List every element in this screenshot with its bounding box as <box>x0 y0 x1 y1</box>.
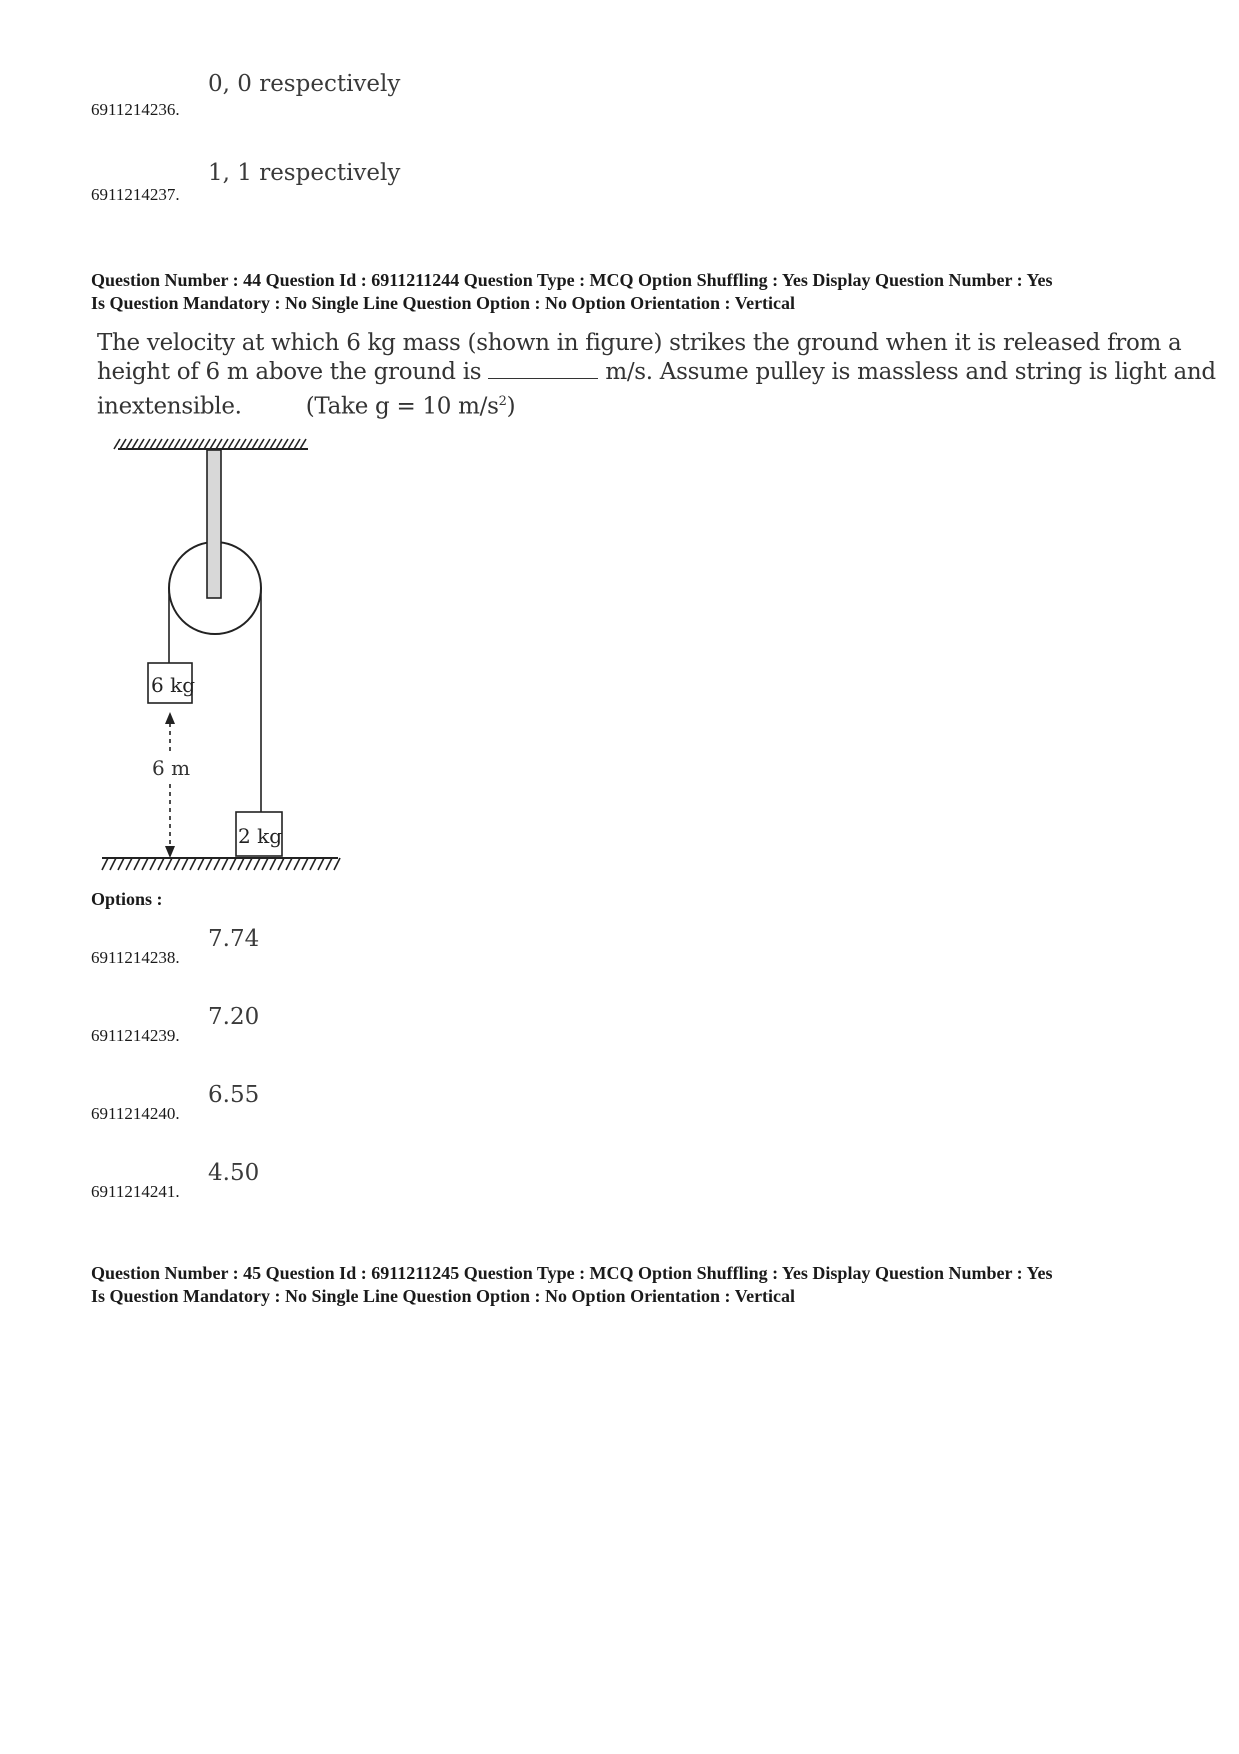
block-6kg-label: 6 kg <box>151 673 196 697</box>
ceiling <box>114 439 308 449</box>
q44-text-close: ) <box>506 393 516 420</box>
q44-text-line2-end: m/s. Assume pulley is massless and string is light and <box>605 359 1216 385</box>
q45-meta <box>91 1262 1052 1308</box>
prev-option-2-id: 6911214237. <box>91 185 180 204</box>
arrow-up-icon <box>165 712 175 724</box>
q44-text-line3 <box>97 387 1177 422</box>
q44-meta <box>91 269 1052 315</box>
ground <box>102 858 340 870</box>
q44-text-g-value: (Take g = 10 m/s <box>305 393 499 420</box>
option-2-id: 6911214239. <box>91 1026 180 1045</box>
q44-meta-line2: Is Question Mandatory : No Single Line Question Option : No Option Orientation : Vertical <box>91 293 796 313</box>
option-4-value: 4.50 <box>208 1160 260 1186</box>
option-1-value: 7.74 <box>208 926 260 952</box>
block-2kg-label: 2 kg <box>238 824 283 848</box>
q44-meta-line1: Question Number : 44 Question Id : 6911211244 Question Type : MCQ Option Shuffling : Yes Display Question Number : Yes <box>91 270 1053 290</box>
arrow-down-icon <box>165 846 175 858</box>
q44-question-text <box>97 329 1216 422</box>
option-4-id: 6911214241. <box>91 1182 180 1201</box>
answer-blank <box>488 360 598 379</box>
prev-option-2-value: 1, 1 respectively <box>208 160 401 186</box>
prev-option-1-id: 6911214236. <box>91 100 180 119</box>
q45-meta-line1: Question Number : 45 Question Id : 6911211245 Question Type : MCQ Option Shuffling : Yes Display Question Number : Yes <box>91 1263 1053 1283</box>
pulley-support <box>207 450 221 598</box>
q44-text-sup: 2 <box>498 394 507 409</box>
option-3-id: 6911214240. <box>91 1104 180 1123</box>
prev-option-1-value: 0, 0 respectively <box>208 71 401 97</box>
option-3-value: 6.55 <box>208 1082 260 1108</box>
option-2-value: 7.20 <box>208 1004 260 1030</box>
option-1-id: 6911214238. <box>91 948 180 967</box>
q44-text-line2 <box>97 358 1216 387</box>
options-label: Options : <box>91 889 163 909</box>
height-label: 6 m <box>152 756 191 780</box>
q44-text-line2-start: height of 6 m above the ground is <box>97 359 482 385</box>
q44-text-line3-start: inextensible. <box>97 393 242 420</box>
q44-text-line1: The velocity at which 6 kg mass (shown in figure) strikes the ground when it is released from a <box>97 330 1182 356</box>
q45-meta-line2: Is Question Mandatory : No Single Line Question Option : No Option Orientation : Vertical <box>91 1286 796 1306</box>
pulley-figure <box>90 430 360 880</box>
